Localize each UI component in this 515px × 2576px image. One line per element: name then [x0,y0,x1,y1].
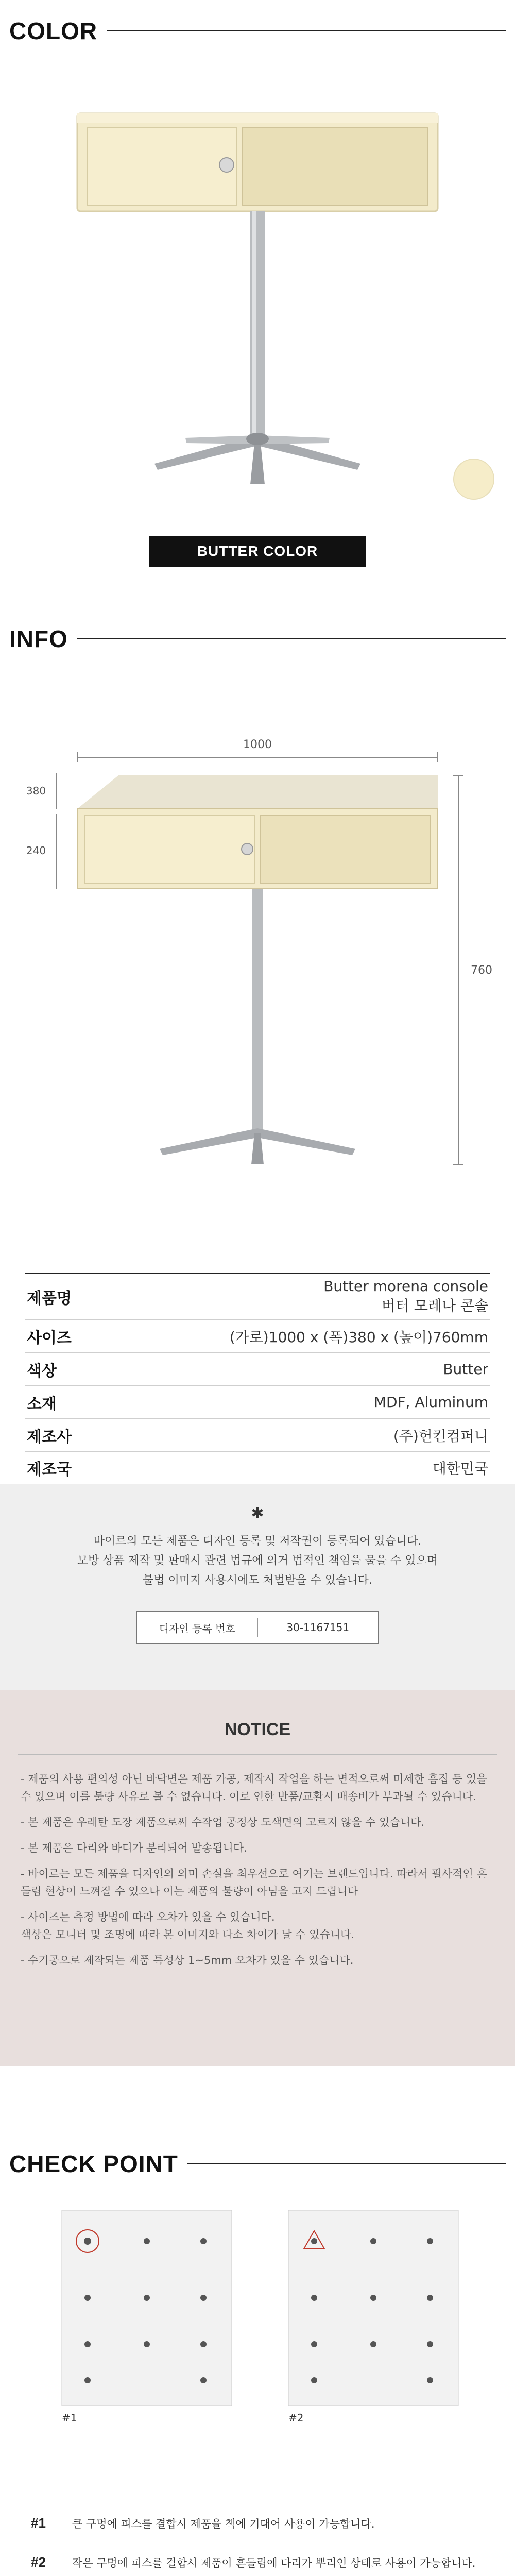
design-notice-text [0,1532,515,1590]
spec-key: 소재 [27,1395,57,1413]
dim-height-text: 760 [471,964,492,977]
notice-item: - 제품의 사용 편의성 아닌 바닥면은 제품 가공, 제작시 작업을 하는 면적으로써 미세한 흠집 등 있을 수 있으며 이를 불량 사유로 볼 수 없습니다. 이로 인한 반품/교환시 배송비가 부과될 수 있습니다. [21,1773,487,1803]
checkpoint-diagrams [0,2210,515,2427]
spec-key: 색상 [27,1362,57,1380]
checkpoint-row [31,2504,484,2543]
dim-width-text: 1000 [243,738,272,751]
notice-item: - 수기공으로 제작되는 제품 특성상 1~5mm 오차가 있을 수 있습니다. [21,1954,354,1967]
spec-row [25,1353,490,1386]
star-icon: ✱ [251,1504,264,1522]
checkpoint-number: #2 [31,2554,46,2570]
header-rule [107,30,506,31]
checkpoint-desc: 큰 구멍에 피스를 결합시 제품을 책에 기대어 사용이 가능합니다. [72,2517,375,2530]
design-notice-line: 바이르의 모든 제품은 디자인 등록 및 저작권이 등록되어 있습니다. [93,1535,422,1548]
design-notice-line: 모방 상품 제작 및 판매시 관련 법규에 의거 법적인 책임을 물을 수 있으며 [77,1554,438,1567]
spec-value: 대한민국 [432,1460,488,1477]
dim-depth-text: 380 [26,785,46,797]
checkpoint-desc: 작은 구멍에 피스를 결합시 제품이 흔들림에 다리가 뿌리인 상태로 사용이 가능합니다. [72,2556,476,2569]
spec-row [25,1320,490,1353]
spec-value: Butter morena console 버터 모레나 콘솔 [323,1278,488,1314]
header-rule [77,638,506,639]
checkpoint-number: #1 [31,2515,46,2531]
console-illustration [0,67,515,500]
spec-value: MDF, Aluminum [373,1394,488,1411]
dimension-drawing [0,737,515,1175]
design-registration-row [136,1611,379,1644]
reg-number: 30-1167151 [286,1621,350,1634]
color-header [0,0,515,62]
color-title: COLOR [9,18,98,44]
info-header [0,608,515,670]
spec-value: (주)헌킨컴퍼니 [393,1427,488,1445]
design-notice-line: 불법 이미지 사용시에도 처벌받을 수 있습니다. [143,1574,372,1587]
spec-row [25,1273,490,1320]
notice-list [0,1770,515,1969]
color-name-label: BUTTER COLOR [149,536,366,567]
info-section [0,608,515,1484]
spec-table [25,1273,490,1485]
header-rule [187,2163,506,2164]
notice-item: - 바이르는 모든 제품을 디자인의 의미 손실을 최우선으로 여기는 브랜드입니다. 따라서 필사적인 흔들림 현상이 느껴질 수 있으나 이는 제품의 불량이 아님을 고지 드립니다 [21,1868,487,1897]
spec-row [25,1386,490,1419]
spec-key: 제품명 [27,1290,72,1307]
checkpoint-section [0,2133,515,2576]
checkpoint-header [0,2133,515,2195]
checkpoint-row [31,2543,484,2576]
notice-item: - 본 제품은 다리와 바디가 분리되어 발송됩니다. [21,1842,247,1854]
spec-value: (가로)1000 x (폭)380 x (높이)760mm [229,1328,488,1346]
product-photo [0,67,515,500]
spec-value: Butter [443,1361,488,1378]
spec-key: 제조국 [27,1461,72,1478]
design-registration-box [0,1484,515,1695]
dimension-svg [0,737,515,1175]
reg-label: 디자인 등록 번호 [159,1622,235,1635]
butter-color-swatch [453,459,494,500]
notice-item: - 본 제품은 우레탄 도장 제품으로써 수작업 공정상 도색면의 고르지 않을 수 있습니다. [21,1816,425,1828]
notice-item: - 사이즈는 측정 방법에 따라 오차가 있을 수 있습니다. 색상은 모니터 및 조명에 따라 본 이미지와 다소 차이가 날 수 있습니다. [21,1911,355,1941]
spec-key: 제조사 [27,1428,72,1446]
spec-row [25,1419,490,1452]
notice-section [0,1690,515,2066]
info-title: INFO [9,625,68,652]
checkpoint-title: CHECK POINT [9,2150,178,2177]
spec-row [25,1452,490,1485]
hole-diagrams-svg [0,2210,515,2427]
diagram-1-label: #1 [62,2412,77,2424]
checkpoint-rows [31,2504,484,2576]
color-section [0,0,515,618]
notice-divider [18,1754,497,1755]
dim-body-text: 240 [26,844,46,857]
spec-key: 사이즈 [27,1329,72,1347]
notice-title: NOTICE [224,1720,291,1739]
diagram-2-label: #2 [288,2412,304,2424]
